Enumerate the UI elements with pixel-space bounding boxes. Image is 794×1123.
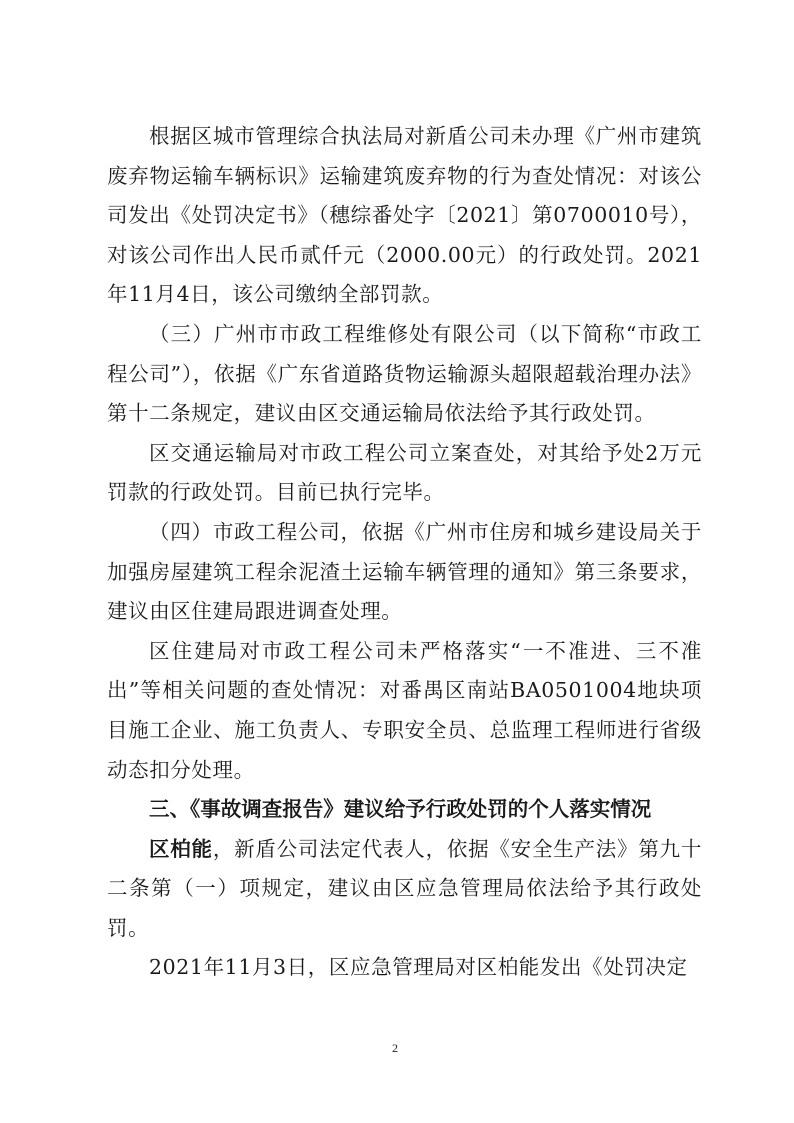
paragraph-item-4-housing-bureau: （四）市政工程公司，依据《广州市住房和城乡建设局关于加强房屋建筑工程余泥渣土运输车辆管理的通知》第三条要求，建议由区住建局跟进调查处理。 bbox=[107, 519, 702, 624]
paragraph-person-penalty bbox=[107, 830, 702, 949]
document-body bbox=[107, 117, 702, 988]
page-number: 2 bbox=[392, 1041, 398, 1055]
paragraph-housing-bureau-handling: 区住建局对市政工程公司未严格落实“一不准进、三不准出”等相关问题的查处情况：对番禺区南站BA0501004地块项目施工企业、施工负责人、专职安全员、总监理工程师进行省级动态扣分处理。 bbox=[107, 638, 702, 782]
paragraph-xindun-penalty: 根据区城市管理综合执法局对新盾公司未办理《广州市建筑废弃物运输车辆标识》运输建筑废弃物的行为查处情况：对该公司发出《处罚决定书》（穗综番处字〔2021〕第0700010号），对该公司作出人民币贰仟元（2000.00元）的行政处罚。2021年11月4日，该公司缴纳全部罚款。 bbox=[107, 124, 702, 307]
paragraph-emergency-bureau-decision: 2021年11月3日，区应急管理局对区柏能发出《处罚决定 bbox=[149, 955, 688, 980]
section-heading: 三、《事故调查报告》建议给予行政处罚的个人落实情况 bbox=[149, 797, 652, 822]
paragraph-transport-bureau-penalty: 区交通运输局对市政工程公司立案查处，对其给予处2万元罚款的行政处罚。目前已执行完毕。 bbox=[107, 440, 702, 505]
paragraph-item-3-municipal-company: （三）广州市市政工程维修处有限公司（以下简称“市政工程公司”），依据《广东省道路货物运输源头超限超载治理办法》第十二条规定，建议由区交通运输局依法给予其行政处罚。 bbox=[107, 321, 702, 426]
person-name: 区柏能 bbox=[149, 836, 213, 861]
person-paragraph-text: ，新盾公司法定代表人，依据《安全生产法》第九十二条第（一）项规定，建议由区应急管理局依法给予其行政处罚。 bbox=[107, 836, 702, 940]
